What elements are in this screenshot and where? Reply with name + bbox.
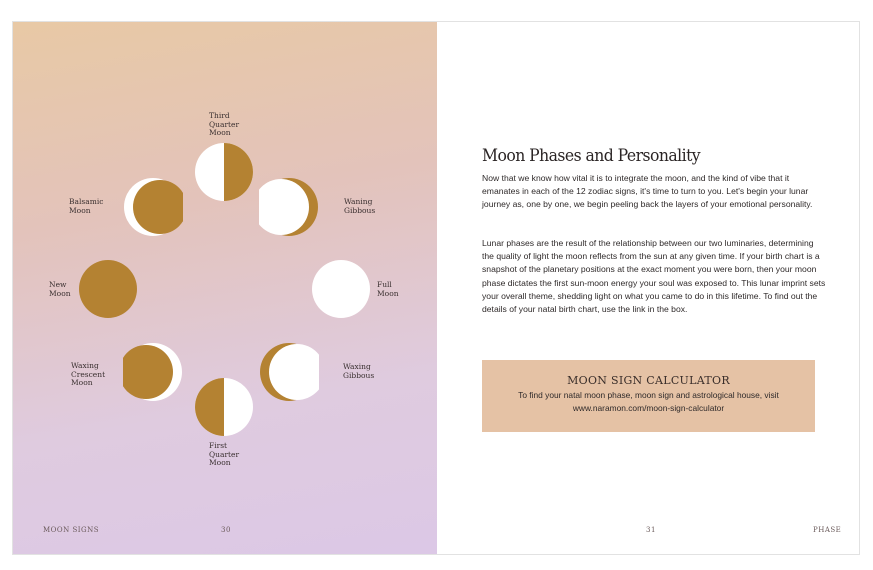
third-quarter-icon (194, 142, 254, 202)
full-moon-icon (311, 259, 371, 319)
page-heading: Moon Phases and Personality (482, 146, 701, 166)
calculator-title: MOON SIGN CALCULATOR (567, 374, 730, 387)
balsamic-moon-label: Balsamic Moon (69, 197, 104, 215)
page-number-right: 31 (646, 526, 656, 534)
intro-paragraph: Now that we know how vital it is to integrate the moon, and the kind of vibe that it emanates in each of the 12 zodiac signs, it's time to turn to you. Let's begin your lunar journey as, one by one, we begin peeling back the layers of your emotional personality. (482, 173, 813, 210)
new-moon-label: New Moon (49, 280, 71, 298)
moon-sign-calculator-box (482, 360, 815, 432)
waxing-gibbous-icon (259, 342, 319, 402)
footer-book-title: MOON SIGNS (43, 526, 100, 534)
first-quarter-label: First Quarter Moon (209, 441, 240, 467)
balsamic-moon-icon (123, 177, 183, 237)
first-quarter-icon (194, 377, 254, 437)
waxing-gibbous-label: Waxing Gibbous (343, 362, 375, 380)
left-page (13, 22, 437, 554)
footer-section-title: PHASE (813, 526, 842, 534)
waning-gibbous-icon (259, 177, 319, 237)
lunar-phases-paragraph: Lunar phases are the result of the relationship between our two luminaries, determining the quality of light the moon reflects from the sun at any given time. If your birth chart is a snapshot of the planetary positions at the exact moment you were born, then your moon phase dictates the first sun-moon energy your soul was exposed to. This lunar imprint sets your overall theme, shedding light on what you came to do in this lifetime. To find out the details of your natal birth chart, use the link in the box. (482, 238, 826, 315)
book-spread (12, 21, 860, 555)
full-moon-label: Full Moon (377, 280, 399, 298)
third-quarter-label: Third Quarter Moon (209, 111, 240, 137)
page-number-left: 30 (221, 526, 231, 534)
calculator-text[interactable]: To find your natal moon phase, moon sign and astrological house, visit www.naramon.com/moon-sign-calculator (518, 390, 779, 413)
waxing-crescent-label: Waxing Crescent Moon (71, 361, 106, 387)
waxing-crescent-icon (123, 342, 183, 402)
right-page (437, 22, 860, 554)
new-moon-icon (78, 259, 138, 319)
waning-gibbous-label: Waning Gibbous (344, 197, 376, 215)
